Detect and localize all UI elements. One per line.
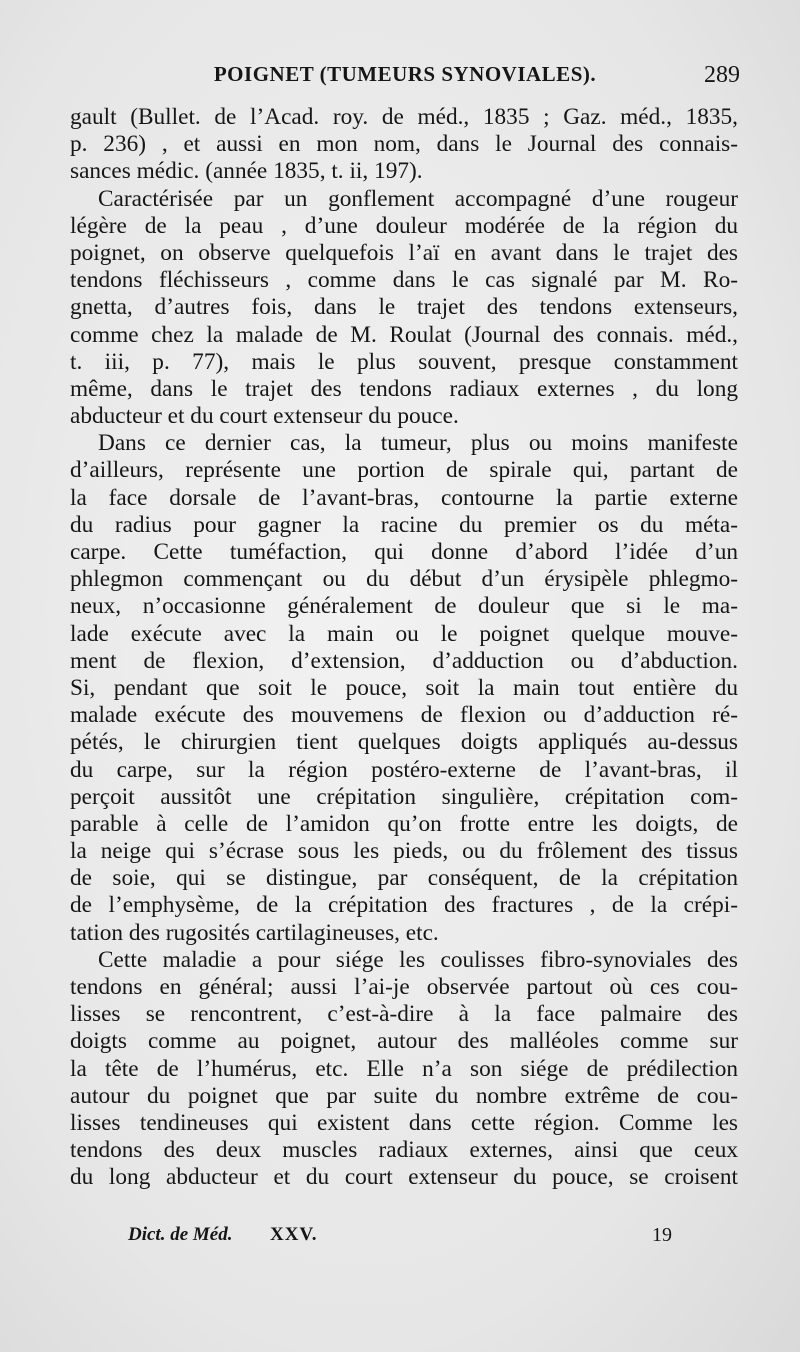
text-line: autour du poignet que par suite du nombre extrême de cou- (70, 1082, 738, 1109)
text-line: gault (Bullet. de l’Acad. roy. de méd., 1835 ; Gaz. méd., 1835, (70, 104, 738, 130)
text-line: légère de la peau , d’une douleur modérée de la région du (70, 212, 738, 239)
text-line: tendons en général; aussi l’ai-je observée partout où ces cou- (70, 974, 738, 1000)
text-line: t. iii, p. 77), mais le plus souvent, presque constamment (70, 348, 738, 375)
text-line: abducteur et du court extenseur du pouce. (70, 403, 459, 430)
text-line: d’ailleurs, représente une portion de spirale qui, partant de (70, 457, 738, 484)
text-line: du long abducteur et du court extenseur du pouce, se croisent (70, 1164, 738, 1191)
text-line: même, dans le trajet des tendons radiaux externes , du long (70, 375, 738, 402)
text-line: poignet, on observe quelquefois l’aï en avant dans le trajet des (70, 239, 738, 266)
text-line: la face dorsale de l’avant-bras, contourne la partie externe (70, 484, 738, 511)
page-footer (70, 1224, 740, 1254)
text-line: Si, pendant que soit le pouce, soit la main tout entière du (70, 674, 738, 701)
text-line: tendons des deux muscles radiaux externes, ainsi que ceux (70, 1137, 738, 1164)
running-header (70, 62, 740, 98)
text-line: doigts comme au poignet, autour des malléoles comme sur (70, 1028, 738, 1055)
text-line: lisses se rencontrent, c’est-à-dire à la face palmaire des (70, 1001, 738, 1028)
text-line: gnetta, d’autres fois, dans le trajet des tendons extenseurs, (70, 294, 738, 321)
page-number: 289 (704, 62, 740, 88)
text-line: du carpe, sur la région postéro-externe de l’avant-bras, il (70, 756, 738, 783)
signature-mark: Dict. de Méd. (128, 1224, 233, 1245)
text-line: p. 236) , et aussi en mon nom, dans le Journal des connais- (70, 131, 738, 158)
text-line: malade exécute des mouvemens de flexion ou d’adduction ré- (70, 702, 738, 729)
text-line: neux, n’occasionne généralement de douleur que si le ma- (70, 593, 738, 620)
text-line: Dans ce dernier cas, la tumeur, plus ou moins manifeste (98, 430, 738, 457)
text-line: du radius pour gagner la racine du premier os du méta- (70, 511, 738, 538)
sheet-number: 19 (652, 1224, 672, 1246)
volume-mark: XXV. (270, 1224, 318, 1245)
text-line: la neige qui s’écrase sous les pieds, ou du frôlement des tissus (70, 838, 738, 865)
text-line: lade exécute avec la main ou le poignet quelque mouve- (70, 620, 738, 647)
text-line: Caractérisée par un gonflement accompagné d’une rougeur (98, 185, 738, 212)
text-line: sances médic. (année 1835, t. ii, 197). (70, 158, 423, 185)
body-text (70, 104, 738, 1192)
text-line: perçoit aussitôt une crépitation singulière, crépitation com- (70, 783, 738, 810)
text-line: ment de flexion, d’extension, d’adduction ou d’abduction. (70, 647, 738, 674)
text-line: de soie, qui se distingue, par conséquent, de la crépitation (70, 865, 738, 892)
text-line: Cette maladie a pour siége les coulisses fibro-synoviales des (98, 946, 738, 973)
running-title: POIGNET (TUMEURS SYNOVIALES). (213, 62, 597, 86)
text-line: tendons fléchisseurs , comme dans le cas signalé par M. Ro- (70, 267, 738, 294)
text-line: pétés, le chirurgien tient quelques doigts appliqués au-dessus (70, 729, 738, 756)
text-line: lisses tendineuses qui existent dans cette région. Comme les (70, 1109, 738, 1136)
text-line: phlegmon commençant ou du début d’un érysipèle phlegmo- (70, 566, 738, 593)
text-line: parable à celle de l’amidon qu’on frotte entre les doigts, de (70, 810, 738, 837)
text-line: carpe. Cette tuméfaction, qui donne d’abord l’idée d’un (70, 539, 738, 565)
text-line: de l’emphysème, de la crépitation des fractures , de la crépi- (70, 892, 738, 919)
text-line: comme chez la malade de M. Roulat (Journal des connais. méd., (70, 321, 738, 348)
text-line: tation des rugosités cartilagineuses, etc. (70, 919, 439, 946)
text-line: la tête de l’humérus, etc. Elle n’a son siége de prédilection (70, 1055, 738, 1082)
